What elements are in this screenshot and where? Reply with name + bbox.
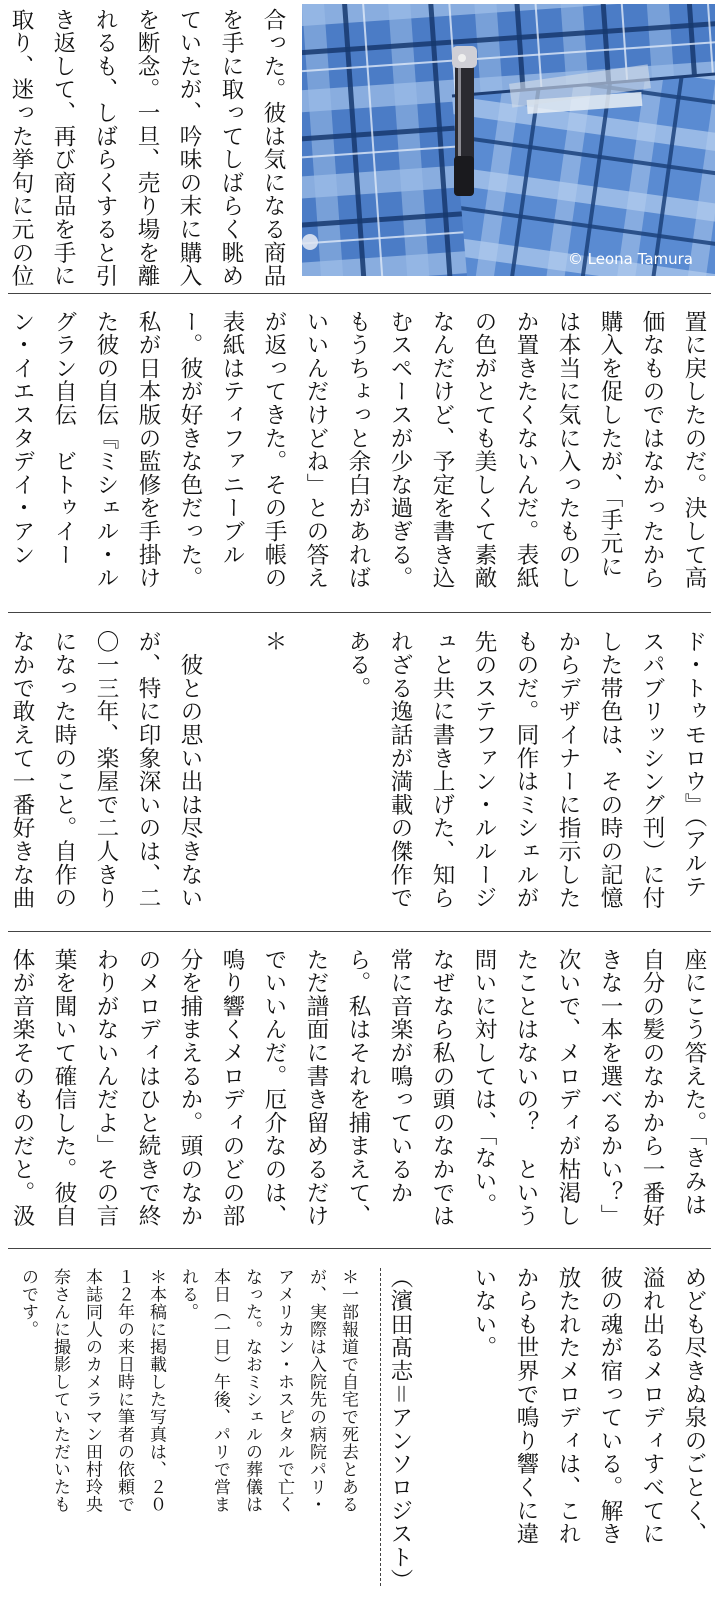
text-column: なった。なおミシェルの葬儀は: [242, 1268, 262, 1513]
text-column: 私が日本版の監修を手掛け: [135, 310, 161, 590]
text-column: 次いで、メロディが枯渇し: [555, 948, 581, 1228]
text-column: 分を捕まえるか。頭のなか: [177, 948, 203, 1228]
text-column: なかで敢えて一番好きな曲: [9, 630, 35, 910]
text-column: めども尽きぬ泉のごとく、: [681, 1266, 707, 1546]
text-column: か置きたくないんだ。表紙: [513, 310, 539, 590]
text-column: を断念。一旦、売り場を離: [134, 8, 160, 288]
text-column: きな一本を選べるかい？」: [597, 948, 623, 1228]
text-column: ら。私はそれを捕まえて、: [345, 948, 371, 1228]
divider: [8, 1248, 711, 1249]
text-column: 彼の魂が宿っている。解き: [597, 1266, 623, 1546]
text-column: むスペースが少な過ぎる。: [387, 310, 413, 590]
text-column: れざる逸話が満載の傑作で: [387, 630, 413, 910]
text-column: ド・トゥモロウ』（アルテ: [681, 630, 707, 899]
text-column: 〇一三年、楽屋で二人きり: [93, 630, 119, 910]
text-column: ある。: [345, 630, 371, 700]
text-column: き返して、再び商品を手に: [50, 8, 76, 288]
text-column: わりがないんだよ」その言: [93, 948, 119, 1228]
text-column: は本当に気に入ったものし: [555, 310, 581, 590]
text-column: 先のステファン・ルルージ: [471, 630, 497, 910]
text-column: アメリカン・ホスピタルで亡く: [274, 1268, 294, 1513]
band-1: [0, 0, 719, 292]
article-text-block-4: [1, 948, 715, 1246]
text-column: もうちょっと余白があれば: [345, 310, 371, 590]
text-column: ＊: [261, 630, 287, 654]
text-column: なんだけど、予定を書き込: [429, 310, 455, 590]
text-column: 本誌同人のカメラマン田村玲央: [82, 1268, 102, 1513]
text-column: 体が音楽そのものだと。汲: [9, 948, 35, 1228]
pen-icon: [452, 46, 477, 196]
text-column: 彼との思い出は尽きない: [177, 630, 203, 910]
text-column: ＊本稿に掲載した写真は、２０: [146, 1268, 166, 1513]
text-column: ＊一部報道で自宅で死去とある: [338, 1268, 358, 1513]
text-column: 自分の髪のなかから一番好: [639, 948, 665, 1228]
text-column: のです。: [18, 1268, 38, 1338]
divider: [8, 931, 711, 932]
text-column: ていたが、吟味の末に購入: [176, 8, 202, 288]
text-column: ュと共に書き上げた、知ら: [429, 630, 455, 910]
text-column: 購入を促したが、「手元に: [597, 310, 623, 579]
text-column: が、実際は入院先の病院パリ・: [306, 1268, 326, 1513]
text-column: 価なものではなかったから: [639, 310, 665, 590]
text-column: 取り、迷った挙句に元の位: [8, 8, 34, 288]
text-column: 葉を聞いて確信した。彼自: [51, 948, 77, 1228]
text-column: いいんだけどね」との答え: [303, 310, 329, 590]
text-column: からデザイナーに指示した: [555, 630, 581, 910]
article-text-block-2: [1, 310, 715, 610]
text-column: 奈さんに撮影していただいたも: [50, 1268, 70, 1513]
text-column: 表紙はティファニーブル: [219, 310, 245, 567]
text-column: 常に音楽が鳴っているか: [387, 948, 413, 1205]
text-column: 本日（一日）午後、パリで営ま: [210, 1268, 230, 1513]
article-text-block-3: [1, 630, 715, 930]
plaid-shirt-image: [302, 4, 715, 276]
text-column: になった時のこと。自作の: [51, 630, 77, 910]
notes-divider: [380, 1268, 381, 1586]
text-column: 放たれたメロディは、これ: [555, 1266, 581, 1546]
text-column: を手に取ってしばらく眺め: [218, 8, 244, 288]
text-column: 問いに対しては、「ない。: [471, 948, 497, 1217]
footnotes: [9, 1268, 364, 1596]
text-column: スパブリッシング刊）に付: [639, 630, 665, 910]
text-column: ー。彼が好きな色だった。: [177, 310, 203, 590]
text-column: ン・イエスタデイ・アン: [9, 310, 35, 567]
text-column: れるも、しばらくすると引: [92, 8, 118, 288]
text-column: （濱田髙志＝アンソロジスト）: [387, 1266, 413, 1593]
text-column: ものだ。同作はミシェルが: [513, 630, 539, 910]
text-column: た彼の自伝『ミシェル・ル: [93, 310, 119, 590]
article-text-block-5: [385, 1266, 715, 1596]
text-column: が返ってきた。その手帳の: [261, 310, 287, 590]
text-column: なぜなら私の頭のなかでは: [429, 948, 455, 1228]
text-column: からも世界で鳴り響くに違: [513, 1266, 539, 1546]
text-column: が、特に印象深いのは、二: [135, 630, 161, 910]
divider: [8, 612, 711, 613]
photo-credit: © Leona Tamura: [567, 250, 693, 268]
text-column: のメロディはひと続きで終: [135, 948, 161, 1228]
shirt-button: [302, 234, 318, 250]
text-column: 溢れ出るメロディすべてに: [639, 1266, 665, 1546]
text-column: グラン自伝 ビトゥイー: [51, 310, 77, 567]
text-column: １２年の来日時に筆者の依頼で: [114, 1268, 134, 1513]
text-column: でいいんだ。厄介なのは、: [261, 948, 287, 1228]
text-column: 合った。彼は気になる商品: [260, 8, 286, 288]
divider: [8, 293, 711, 294]
article-text-block-1: [4, 8, 294, 288]
text-column: の色がとても美しくて素敵: [471, 310, 497, 590]
text-column: 鳴り響くメロディのどの部: [219, 948, 245, 1228]
text-column: たことはないの？ という: [513, 948, 539, 1228]
text-column: した帯色は、その時の記憶: [597, 630, 623, 910]
text-column: れる。: [178, 1268, 198, 1321]
shirt-pocket-photo: [302, 4, 715, 276]
text-column: いない。: [471, 1266, 497, 1360]
text-column: ただ譜面に書き留めるだけ: [303, 948, 329, 1228]
text-column: 置に戻したのだ。決して高: [681, 310, 707, 590]
text-column: 座にこう答えた。「きみは: [681, 948, 707, 1217]
